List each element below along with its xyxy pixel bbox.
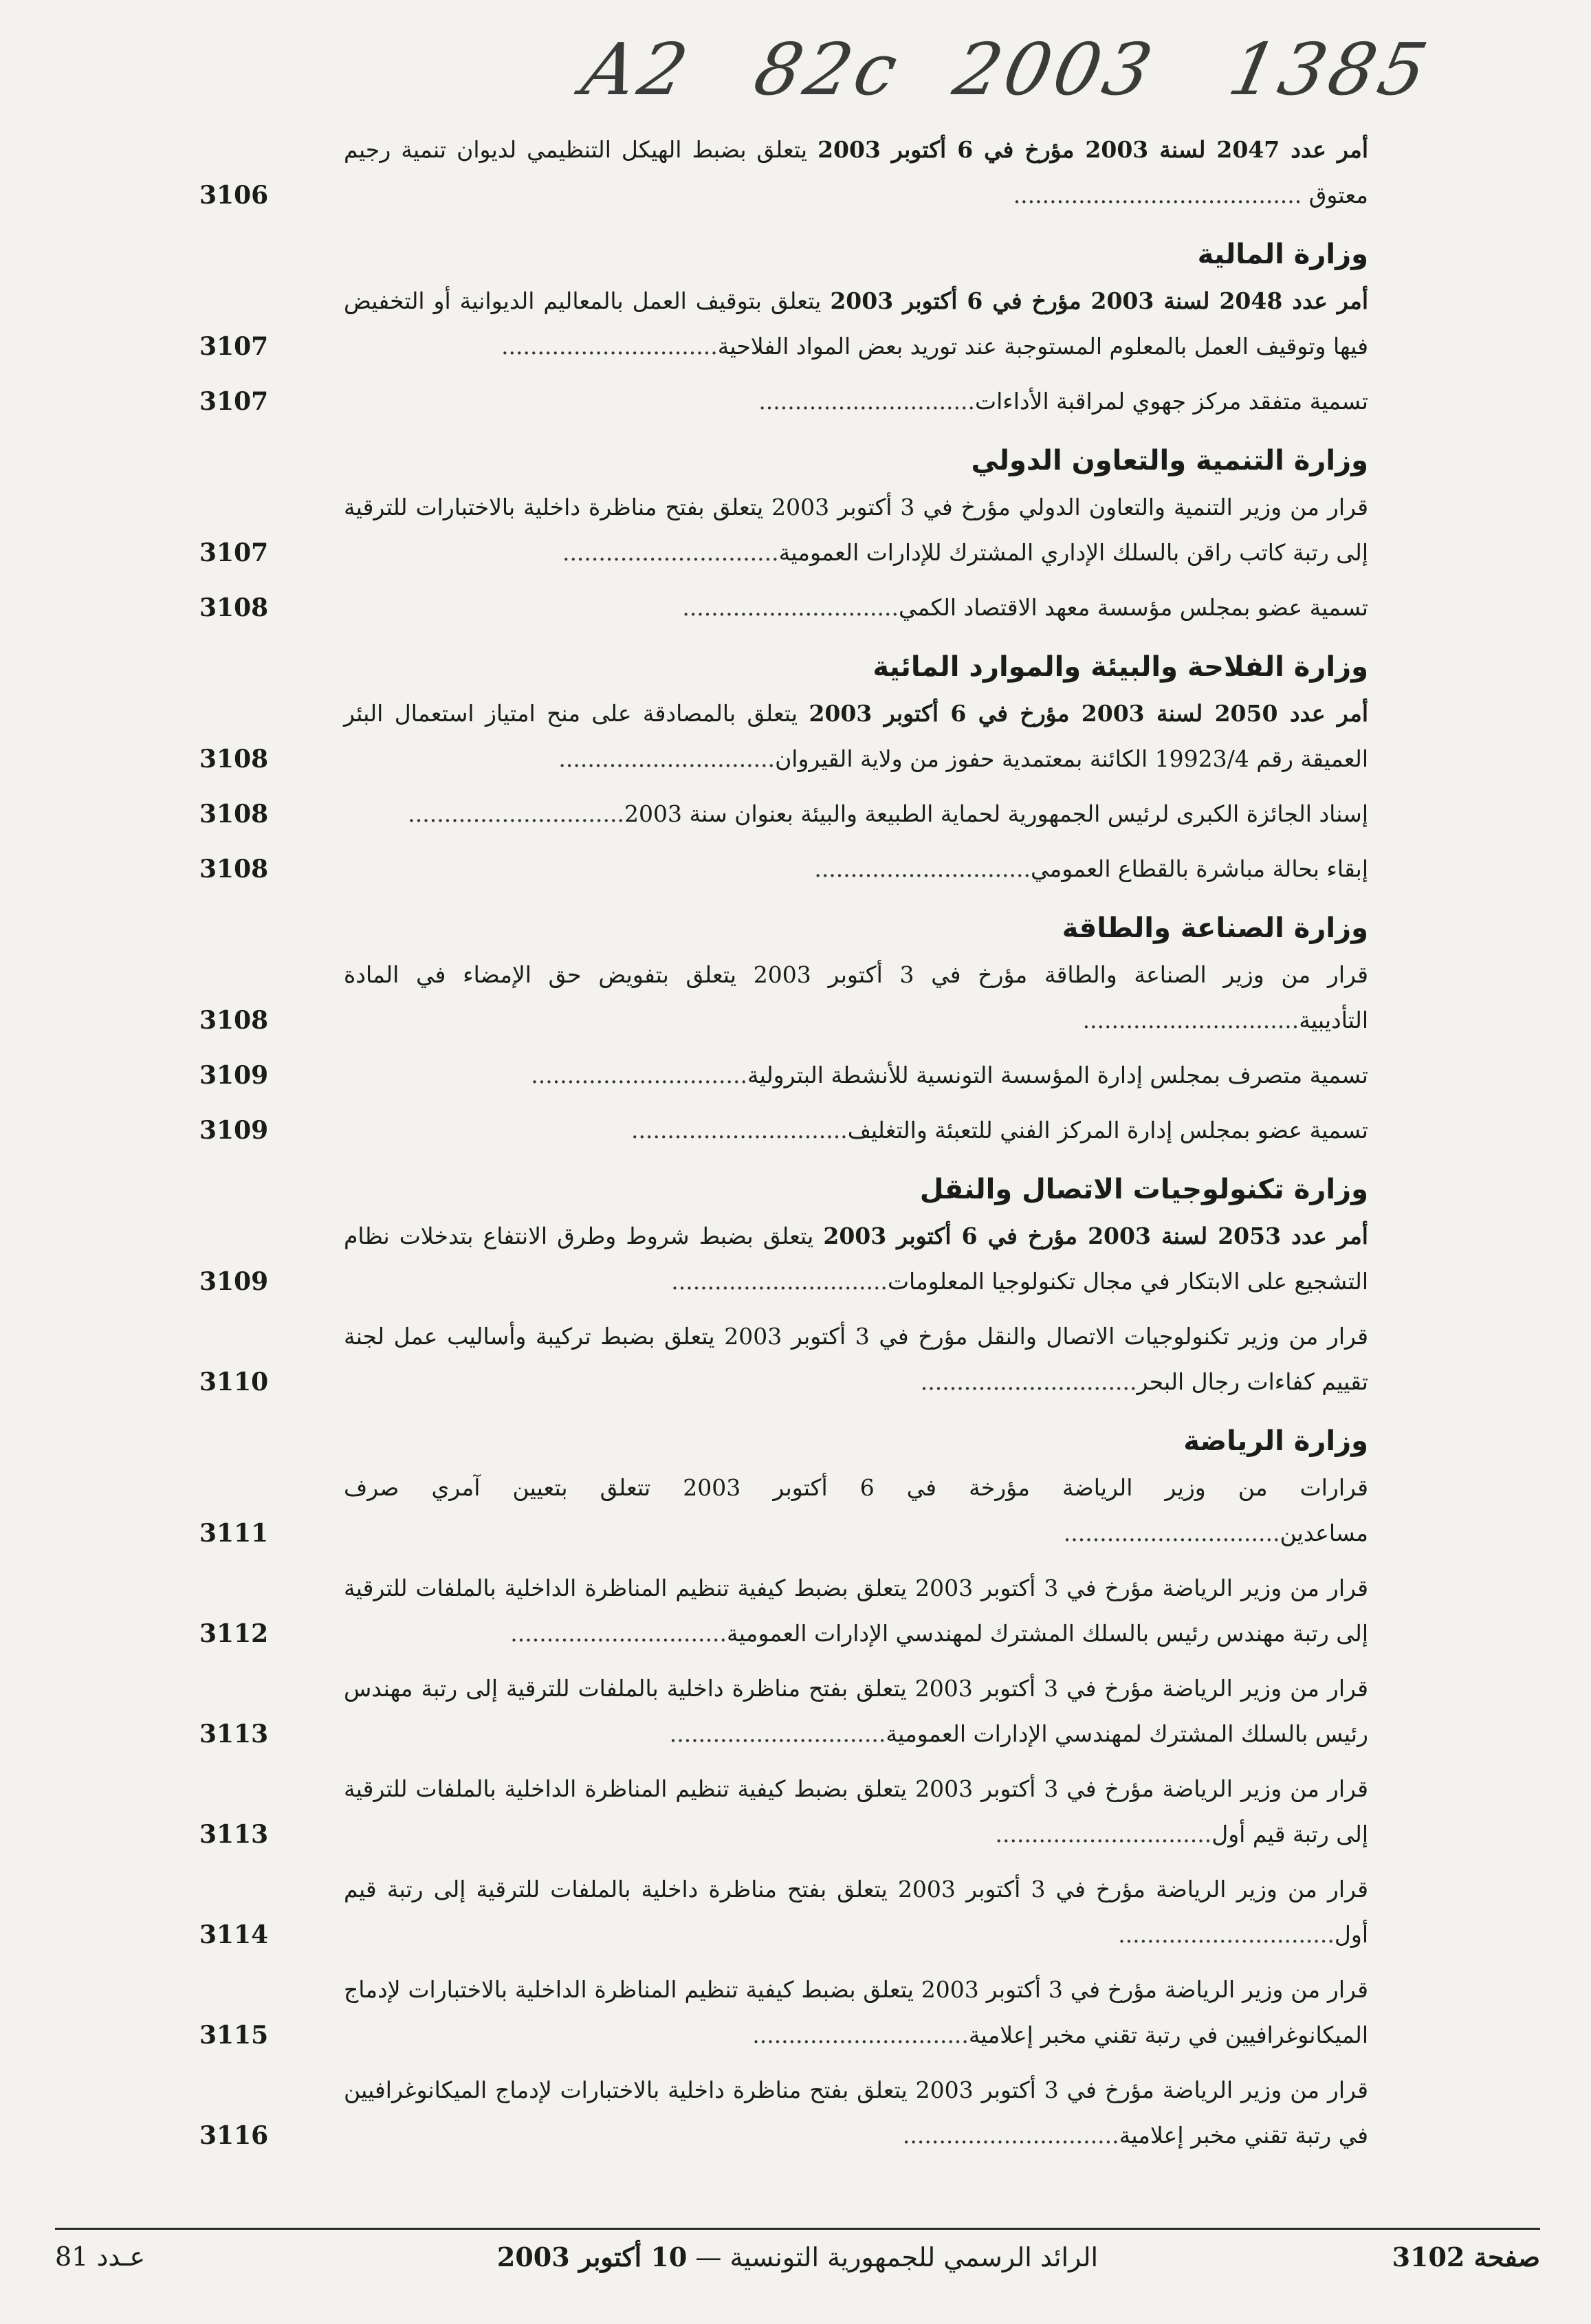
footer-page-number: صفحة 3102 bbox=[1392, 2241, 1540, 2272]
section-title: وزارة المالية bbox=[1197, 239, 1368, 270]
entry-page-number: 3107 bbox=[199, 538, 269, 567]
entry-text: قرار من وزير الرياضة مؤرخ في 3 أكتوبر 2003 يتعلق بضبط كيفية تنظيم المناظرة الداخلية بالاختبارات لإدماج الميكانوغرافيين في رتبة تقني مخبر إعلامية bbox=[344, 1976, 1368, 2048]
entry-page-number: 3107 bbox=[199, 332, 269, 361]
entry-page-number: 3109 bbox=[199, 1061, 269, 1090]
entry-page-number: 3113 bbox=[199, 1720, 269, 1749]
entry-text: قرار من وزير الصناعة والطاقة مؤرخ في 3 أكتوبر 2003 يتعلق بتفويض حق الإمضاء في المادة التأديبية bbox=[344, 961, 1368, 1033]
entry-text: قرار من وزير الرياضة مؤرخ في 3 أكتوبر 2003 يتعلق بفتح مناظرة داخلية بالملفات للترقية إلى رتبة مهندس رئيس بالسلك المشترك لمهندسي الإدارات العمومية bbox=[344, 1675, 1368, 1747]
entry-text: قرارات من وزير الرياضة مؤرخة في 6 أكتوبر 2003 تتعلق بتعيين آمري صرف مساعدين bbox=[344, 1474, 1368, 1546]
toc-entry: قرار من وزير التنمية والتعاون الدولي مؤرخ في 3 أكتوبر 2003 يتعلق بفتح مناظرة داخلية بالاختبارات للترقية إلى رتبة كاتب راقن بالسلك الإداري المشترك للإدارات العمومية.............................. 3107 bbox=[199, 485, 1368, 575]
entry-text: إبقاء بحالة مباشرة بالقطاع العمومي bbox=[1031, 855, 1368, 882]
entry-text: يتعلق بضبط شروط وطرق الانتفاع بتدخلات نظام التشجيع على الابتكار في مجال تكنولوجيا المعلومات bbox=[344, 1223, 1368, 1295]
footer-journal-title: الرائد الرسمي للجمهورية التونسية — bbox=[695, 2242, 1099, 2272]
handwritten-part-2: 82c bbox=[747, 28, 909, 111]
entry-text: قرار من وزير الرياضة مؤرخ في 3 أكتوبر 2003 يتعلق بفتح مناظرة داخلية بالملفات للترقية إلى رتبة قيم أول bbox=[344, 1876, 1368, 1948]
entry-page-number: 3108 bbox=[199, 1006, 269, 1035]
entry-page-number: 3113 bbox=[199, 1820, 269, 1849]
entry-page-number: 3108 bbox=[199, 855, 269, 884]
toc-entry: قرار من وزير الرياضة مؤرخ في 3 أكتوبر 2003 يتعلق بضبط كيفية تنظيم المناظرة الداخلية بالملفات للترقية إلى رتبة مهندس رئيس بالسلك المشترك لمهندسي الإدارات العمومية.............................. 3112 bbox=[199, 1566, 1368, 1656]
handwritten-part-1: A2 bbox=[575, 28, 699, 111]
handwritten-annotation bbox=[550, 21, 1438, 124]
toc-entry: قرار من وزير الرياضة مؤرخ في 3 أكتوبر 2003 يتعلق بفتح مناظرة داخلية بالملفات للترقية إلى رتبة قيم أول.............................. 3114 bbox=[199, 1867, 1368, 1958]
entry-lead: أمر عدد 2048 لسنة 2003 مؤرخ في 6 أكتوبر 2003 bbox=[830, 287, 1368, 314]
toc-entry: قرار من وزير الرياضة مؤرخ في 3 أكتوبر 2003 يتعلق بفتح مناظرة داخلية بالاختبارات لإدماج الميكانوغرافيين في رتبة تقني مخبر إعلامية.............................. 3116 bbox=[199, 2068, 1368, 2158]
entry-page-number: 3109 bbox=[199, 1116, 269, 1145]
entry-text: تسمية متصرف بمجلس إدارة المؤسسة التونسية للأنشطة البترولية bbox=[747, 1062, 1368, 1088]
toc-entry: قرار من وزير الرياضة مؤرخ في 3 أكتوبر 2003 يتعلق بضبط كيفية تنظيم المناظرة الداخلية بالاختبارات لإدماج الميكانوغرافيين في رتبة تقني مخبر إعلامية.............................. 3115 bbox=[199, 1967, 1368, 2058]
footer-date: 10 أكتوبر 2003 bbox=[496, 2241, 688, 2272]
entry-page-number: 3115 bbox=[199, 2021, 269, 2050]
toc-entry: تسمية متصرف بمجلس إدارة المؤسسة التونسية للأنشطة البترولية.............................. 3109 bbox=[199, 1053, 1368, 1098]
entry-lead: أمر عدد 2053 لسنة 2003 مؤرخ في 6 أكتوبر 2003 bbox=[823, 1223, 1368, 1249]
page-footer bbox=[55, 2241, 1540, 2290]
sections-container bbox=[199, 239, 1368, 2158]
entry-text: قرار من وزير الرياضة مؤرخ في 3 أكتوبر 2003 يتعلق بفتح مناظرة داخلية بالاختبارات لإدماج الميكانوغرافيين في رتبة تقني مخبر إعلامية bbox=[344, 2076, 1368, 2149]
entry-page-number: 3109 bbox=[199, 1267, 269, 1296]
entry-text: تسمية عضو بمجلس مؤسسة معهد الاقتصاد الكمي bbox=[899, 594, 1368, 621]
entry-page-number: 3108 bbox=[199, 800, 269, 829]
entry-page-number: 3114 bbox=[199, 1920, 269, 1949]
entry-text: إسناد الجائزة الكبرى لرئيس الجمهورية لحماية الطبيعة والبيئة بعنوان سنة 2003 bbox=[624, 800, 1368, 827]
toc-entry: أمر عدد 2048 لسنة 2003 مؤرخ في 6 أكتوبر 2003 يتعلق بتوقيف العمل بالمعاليم الديوانية أو التخفيض فيها وتوقيف العمل بالمعلوم المستوجبة عند توريد بعض المواد الفلاحية.............................. 3107 bbox=[199, 278, 1368, 369]
entry-text: يتعلق بضبط الهيكل التنظيمي لديوان تنمية رجيم معتوق bbox=[344, 136, 1368, 208]
toc-entry: أمر عدد 2050 لسنة 2003 مؤرخ في 6 أكتوبر 2003 يتعلق بالمصادقة على منح امتياز استعمال البئر العميقة رقم 19923/4 الكائنة بمعتمدية حفوز من ولاية القيروان.............................. 3108 bbox=[199, 691, 1368, 782]
entry-text: تسمية عضو بمجلس إدارة المركز الفني للتعبئة والتغليف bbox=[847, 1117, 1368, 1143]
section-title: وزارة تكنولوجيات الاتصال والنقل bbox=[919, 1174, 1368, 1205]
entry-page-number: 3107 bbox=[199, 387, 269, 416]
entry-page-number: 3116 bbox=[199, 2121, 269, 2150]
entry-page-number: 3111 bbox=[199, 1519, 269, 1548]
entry-page-number: 3112 bbox=[199, 1619, 269, 1648]
entry-text: قرار من وزير تكنولوجيات الاتصال والنقل مؤرخ في 3 أكتوبر 2003 يتعلق بضبط تركيبة وأساليب عمل لجنة تقييم كفاءات رجال البحر bbox=[344, 1323, 1368, 1395]
toc-entry: قرار من وزير الصناعة والطاقة مؤرخ في 3 أكتوبر 2003 يتعلق بتفويض حق الإمضاء في المادة التأديبية.............................. 3108 bbox=[199, 952, 1368, 1043]
handwritten-part-3: 2003 bbox=[947, 28, 1163, 111]
entry-text: يتعلق بالمصادقة على منح امتياز استعمال البئر العميقة رقم 19923/4 الكائنة بمعتمدية حفوز من ولاية القيروان bbox=[344, 700, 1368, 772]
toc-entry: تسمية عضو بمجلس إدارة المركز الفني للتعبئة والتغليف.............................. 3109 bbox=[199, 1108, 1368, 1153]
toc-entry: أمر عدد 2053 لسنة 2003 مؤرخ في 6 أكتوبر 2003 يتعلق بضبط شروط وطرق الانتفاع بتدخلات نظام التشجيع على الابتكار في مجال تكنولوجيا المعلومات.............................. 3109 bbox=[199, 1214, 1368, 1304]
entry-text: تسمية متفقد مركز جهوي لمراقبة الأداءات bbox=[975, 388, 1368, 415]
section-title: وزارة الصناعة والطاقة bbox=[1062, 912, 1368, 944]
toc-entry: تسمية متفقد مركز جهوي لمراقبة الأداءات.............................. 3107 bbox=[199, 379, 1368, 424]
toc-entry: قرار من وزير الرياضة مؤرخ في 3 أكتوبر 2003 يتعلق بضبط كيفية تنظيم المناظرة الداخلية بالملفات للترقية إلى رتبة قيم أول.............................. 3113 bbox=[199, 1766, 1368, 1857]
toc-entry: قرار من وزير الرياضة مؤرخ في 3 أكتوبر 2003 يتعلق بفتح مناظرة داخلية بالملفات للترقية إلى رتبة مهندس رئيس بالسلك المشترك لمهندسي الإدارات العمومية.............................. 3113 bbox=[199, 1666, 1368, 1757]
footer-divider bbox=[55, 2228, 1540, 2230]
entry-page-number: 3106 bbox=[199, 181, 269, 210]
handwritten-part-4: 1385 bbox=[1222, 28, 1438, 111]
entry-page-number: 3108 bbox=[199, 745, 269, 774]
section-title: وزارة التنمية والتعاون الدولي bbox=[971, 445, 1368, 476]
table-of-contents bbox=[199, 127, 1368, 2168]
entry-text: يتعلق بتوقيف العمل بالمعاليم الديوانية أو التخفيض فيها وتوقيف العمل بالمعلوم المستوجبة عند توريد بعض المواد الفلاحية bbox=[344, 287, 1368, 360]
toc-entry: إبقاء بحالة مباشرة بالقطاع العمومي.............................. 3108 bbox=[199, 846, 1368, 892]
toc-entry: قرارات من وزير الرياضة مؤرخة في 6 أكتوبر 2003 تتعلق بتعيين آمري صرف مساعدين.............................. 3111 bbox=[199, 1465, 1368, 1556]
toc-entry: قرار من وزير تكنولوجيات الاتصال والنقل مؤرخ في 3 أكتوبر 2003 يتعلق بضبط تركيبة وأساليب عمل لجنة تقييم كفاءات رجال البحر.............................. 3110 bbox=[199, 1314, 1368, 1405]
footer-issue-number: عـدد 81 bbox=[55, 2241, 146, 2272]
entry-lead: أمر عدد 2050 لسنة 2003 مؤرخ في 6 أكتوبر 2003 bbox=[809, 700, 1368, 727]
section-title: وزارة الفلاحة والبيئة والموارد المائية bbox=[873, 651, 1368, 683]
entry-page-number: 3108 bbox=[199, 593, 269, 622]
entry-text: قرار من وزير الرياضة مؤرخ في 3 أكتوبر 2003 يتعلق بضبط كيفية تنظيم المناظرة الداخلية بالملفات للترقية إلى رتبة مهندس رئيس بالسلك المشترك لمهندسي الإدارات العمومية bbox=[344, 1575, 1368, 1647]
section-title: وزارة الرياضة bbox=[1183, 1425, 1368, 1457]
entry-page-number: 3110 bbox=[199, 1368, 269, 1396]
toc-entry: إسناد الجائزة الكبرى لرئيس الجمهورية لحماية الطبيعة والبيئة بعنوان سنة 2003.............................. 3108 bbox=[199, 791, 1368, 837]
entry-lead: أمر عدد 2047 لسنة 2003 مؤرخ في 6 أكتوبر 2003 bbox=[818, 136, 1368, 163]
entry-text: قرار من وزير التنمية والتعاون الدولي مؤرخ في 3 أكتوبر 2003 يتعلق بفتح مناظرة داخلية بالاختبارات للترقية إلى رتبة كاتب راقن بالسلك الإداري المشترك للإدارات العمومية bbox=[344, 494, 1369, 566]
intro-entry: أمر عدد 2047 لسنة 2003 مؤرخ في 6 أكتوبر 2003 يتعلق بضبط الهيكل التنظيمي لديوان تنمية رجيم معتوق ........................................ 3106 bbox=[199, 127, 1368, 218]
entry-text: قرار من وزير الرياضة مؤرخ في 3 أكتوبر 2003 يتعلق بضبط كيفية تنظيم المناظرة الداخلية بالملفات للترقية إلى رتبة قيم أول bbox=[344, 1775, 1368, 1848]
toc-entry: تسمية عضو بمجلس مؤسسة معهد الاقتصاد الكمي.............................. 3108 bbox=[199, 585, 1368, 631]
